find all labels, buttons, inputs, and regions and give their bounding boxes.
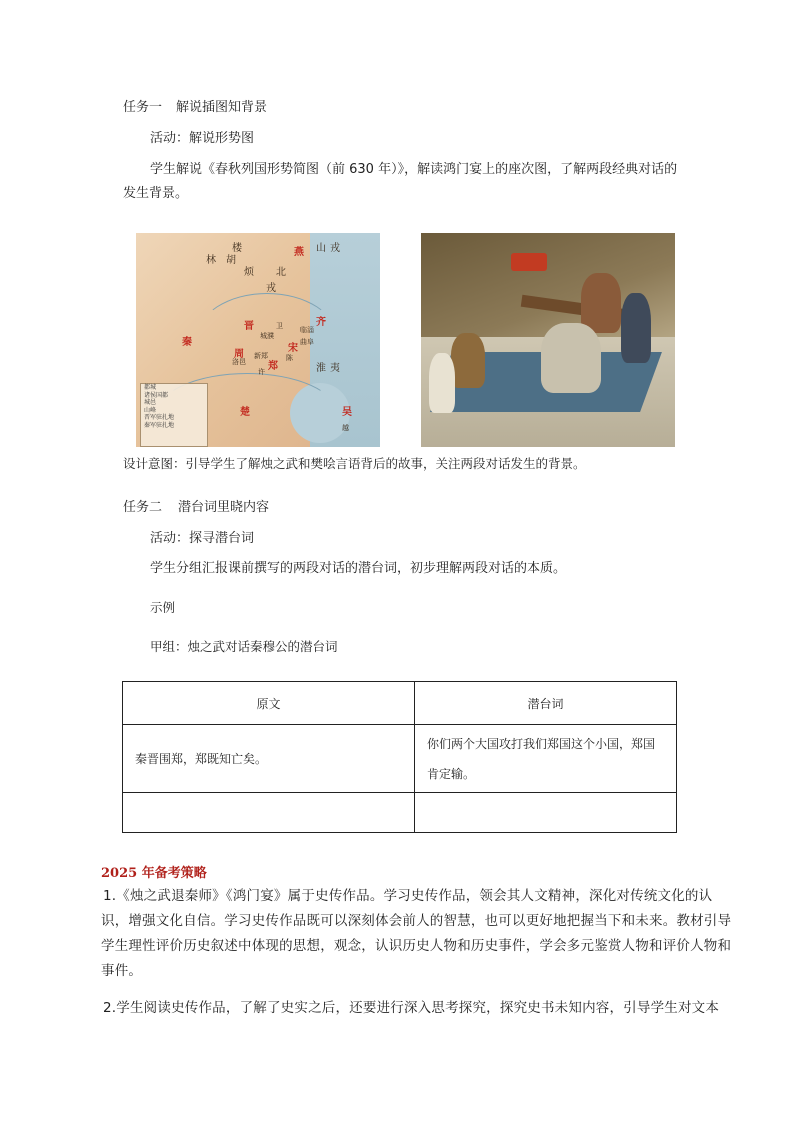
example-label: 示例: [150, 600, 176, 615]
map-label: 戎: [266, 283, 276, 294]
map-label: 林: [206, 255, 216, 266]
painting-figure: [541, 323, 601, 393]
strategy-paragraph-2: 2.学生阅读史传作品，了解了史实之后，还要进行深入思考探究，探究史书未知内容，引导学生对文本: [103, 1000, 720, 1016]
table-row: [123, 725, 677, 793]
table-row: [123, 793, 677, 833]
map-label: 城濮: [260, 332, 274, 340]
map-label: 洛邑: [232, 358, 246, 366]
strategy-title: 2025 年备考策略: [101, 866, 207, 881]
painting-figure: [429, 353, 455, 413]
design-note: 设计意图：引导学生了解烛之武和樊哙言语背后的故事，关注两段对话发生的背景。: [123, 456, 586, 471]
table-header: 原文: [123, 682, 415, 725]
table-header: 潜台词: [415, 682, 677, 725]
map-label: 燕: [294, 247, 304, 258]
map-label: 齐: [316, 317, 326, 328]
task2-title: 任务二: [123, 500, 163, 515]
table-cell: [415, 793, 677, 833]
map-legend-item: 城邑: [144, 399, 157, 406]
task1-title: 任务一: [123, 100, 163, 115]
map-legend-item: 秦军驻扎地: [144, 421, 175, 429]
map-label: 新郑: [254, 352, 268, 360]
map-label: 山: [316, 243, 326, 254]
group-a-heading: 甲组：烛之武对话秦穆公的潜台词: [150, 639, 338, 654]
map-legend: [140, 383, 208, 447]
table-header-row: [123, 682, 677, 725]
map-label: 陈: [286, 354, 293, 362]
painting-figure: [621, 293, 651, 363]
map-label: 夷: [330, 363, 340, 374]
task1-activity: 活动：解说形势图: [150, 131, 255, 146]
map-legend-item: 都城: [144, 384, 157, 391]
map-label: 周: [234, 349, 244, 360]
table-cell: [123, 793, 415, 833]
table-cell: 你们两个大国攻打我们郑国这个小国，郑国肯定输。: [415, 725, 677, 793]
map-label: 秦: [182, 337, 192, 348]
strategy-paragraph-1: 1.《烛之武退秦师》《鸿门宴》属于史传作品。学习史传作品，领会其人文精神，深化对传统文化的认识，增强文化自信。学习史传作品既可以深刻体会前人的智慧，也可以更好地把握当下和未来。教材引导学生理性评价历史叙述中体现的思想，观念，认识历史人物和历史事件，学会多元鉴赏人物和评价人物和事件。: [101, 888, 732, 979]
map-label: 淮: [316, 363, 326, 374]
task2-heading: [123, 496, 269, 515]
map-label: 宋: [288, 343, 298, 354]
map-label: 烦: [244, 267, 254, 278]
task2-name: 潜台词里晓内容: [178, 500, 270, 515]
map-legend-item: 山峰: [144, 406, 157, 414]
task1-heading: [123, 96, 267, 115]
painting-figure: [581, 273, 621, 333]
painting-figure: [451, 333, 485, 388]
map-label: 曲阜: [300, 338, 314, 346]
map-label: 楚: [240, 407, 250, 418]
map-legend-item: 诸侯国都: [144, 391, 169, 399]
spring-autumn-map-image: [136, 233, 380, 447]
map-legend-item: 晋军驻扎地: [144, 414, 175, 421]
task1-text: 学生解说《春秋列国形势简图（前 630 年）》，解读鸿门宴上的座次图，了解两段经典对话的发生背景。: [123, 162, 678, 201]
map-label: 临淄: [300, 326, 314, 334]
task2-text: 学生分组汇报课前撰写的两段对话的潜台词，初步理解两段对话的本质。: [150, 561, 567, 576]
map-label: 吴: [342, 407, 352, 418]
map-label: 北: [276, 267, 286, 278]
map-label: 郑: [268, 361, 278, 372]
table-cell: 秦晋围郑，郑既知亡矣。: [123, 725, 415, 793]
map-label: 楼: [232, 243, 242, 254]
painting-figure: [511, 253, 547, 271]
hongmen-banquet-painting: [421, 233, 675, 447]
task1-name: 解说插图知背景: [176, 100, 268, 115]
task2-activity: 活动：探寻潜台词: [150, 531, 255, 546]
map-label: 晋: [244, 321, 254, 332]
map-label: 卫: [276, 322, 283, 330]
subtext-table: [122, 681, 677, 833]
map-label: 许: [258, 368, 265, 376]
map-label: 越: [342, 424, 349, 432]
map-label: 戎: [330, 243, 340, 254]
map-label: 胡: [226, 255, 236, 266]
